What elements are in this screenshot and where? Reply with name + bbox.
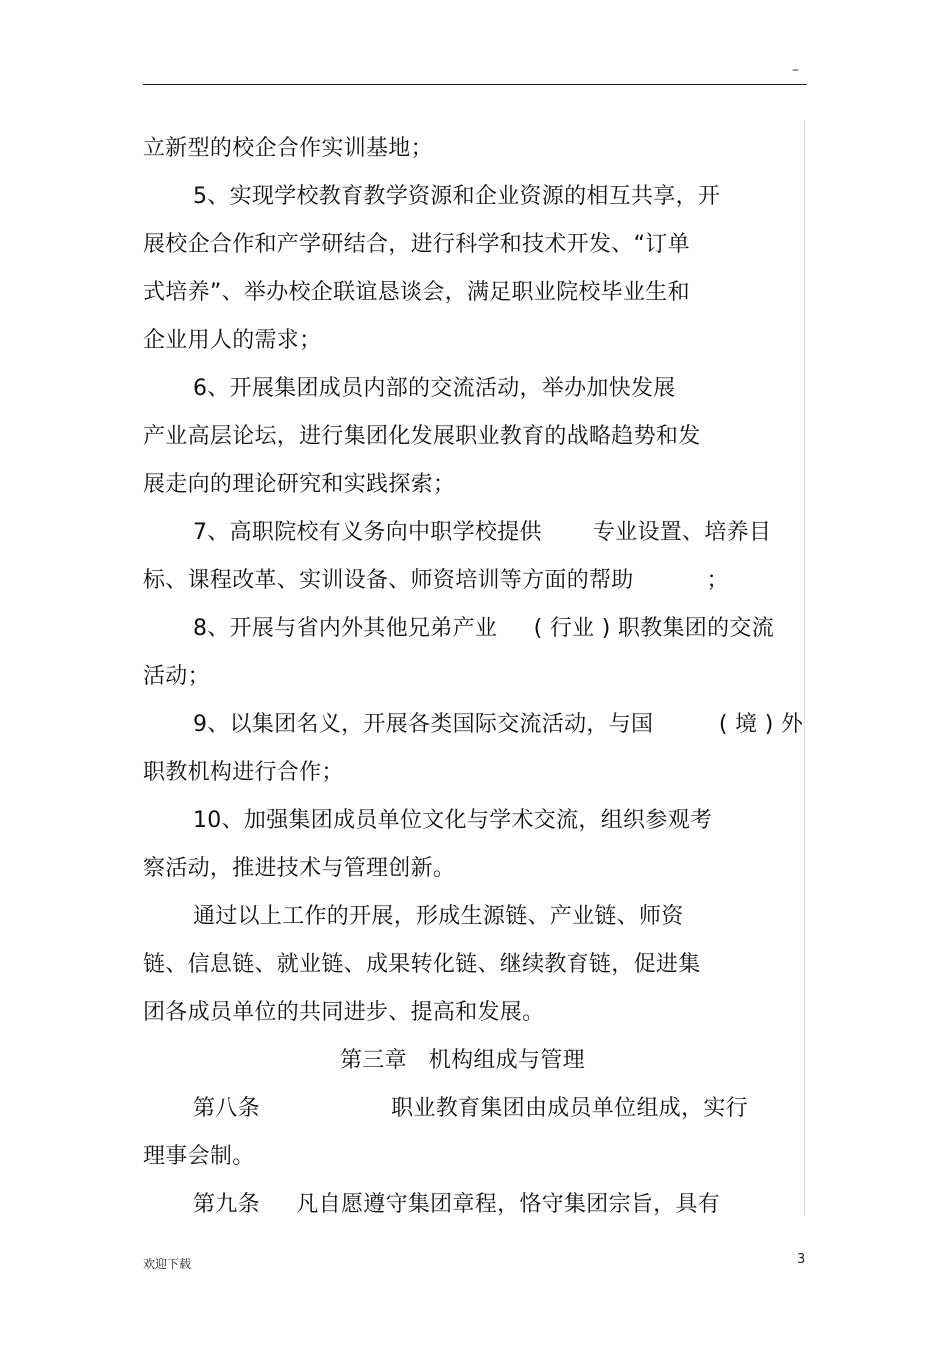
text-line: 5、实现学校教育教学资源和企业资源的相互共享，开: [193, 184, 721, 209]
text-line: 团各成员单位的共同进步、提高和发展。: [143, 1000, 545, 1025]
text-line: 第九条 凡自愿遵守集团章程，恪守集团宗旨，具有: [193, 1192, 721, 1217]
text-line: 职教机构进行合作；: [143, 760, 344, 785]
text-line: 活动；: [143, 664, 210, 689]
text-line: 8、开展与省内外其他兄弟产业 ( 行业 ) 职教集团的交流: [193, 616, 775, 641]
text-line: 产业高层论坛，进行集团化发展职业教育的战略趋势和发: [143, 424, 701, 449]
text-line: 式培养”、举办校企联谊恳谈会，满足职业院校毕业生和: [143, 280, 690, 305]
text-line: 察活动，推进技术与管理创新。: [143, 856, 456, 881]
footer-text: 欢迎下载: [143, 1257, 192, 1271]
text-line: 6、开展集团成员内部的交流活动，举办加快发展: [193, 376, 676, 401]
text-line: 立新型的校企合作实训基地；: [143, 136, 433, 161]
chapter-heading: 第三章 机构组成与管理: [340, 1048, 585, 1073]
text-line: 理事会制。: [143, 1144, 255, 1169]
text-line: 7、高职院校有义务向中职学校提供 专业设置、培养目: [193, 520, 772, 545]
text-line: 10、加强集团成员单位文化与学术交流，组织参观考: [193, 808, 713, 833]
header-rule: [143, 84, 807, 85]
text-line: 展走向的理论研究和实践探索；: [143, 472, 456, 497]
text-line: 第八条 职业教育集团由成员单位组成，实行: [193, 1096, 748, 1121]
text-line: 通过以上工作的开展，形成生源链、产业链、师资: [193, 904, 684, 929]
header-mark: –: [792, 62, 799, 78]
page-number: 3: [797, 1252, 806, 1267]
text-line: 9、以集团名义，开展各类国际交流活动，与国 ( 境 ) 外: [193, 712, 804, 737]
text-line: 企业用人的需求；: [143, 328, 322, 353]
text-line: 链、信息链、就业链、成果转化链、继续教育链，促进集: [143, 952, 701, 977]
text-line: 标、课程改革、实训设备、师资培训等方面的帮助 ；: [143, 568, 729, 593]
right-edge-line: [804, 120, 805, 1216]
text-line: 展校企合作和产学研结合，进行科学和技术开发、“订单: [143, 232, 690, 257]
